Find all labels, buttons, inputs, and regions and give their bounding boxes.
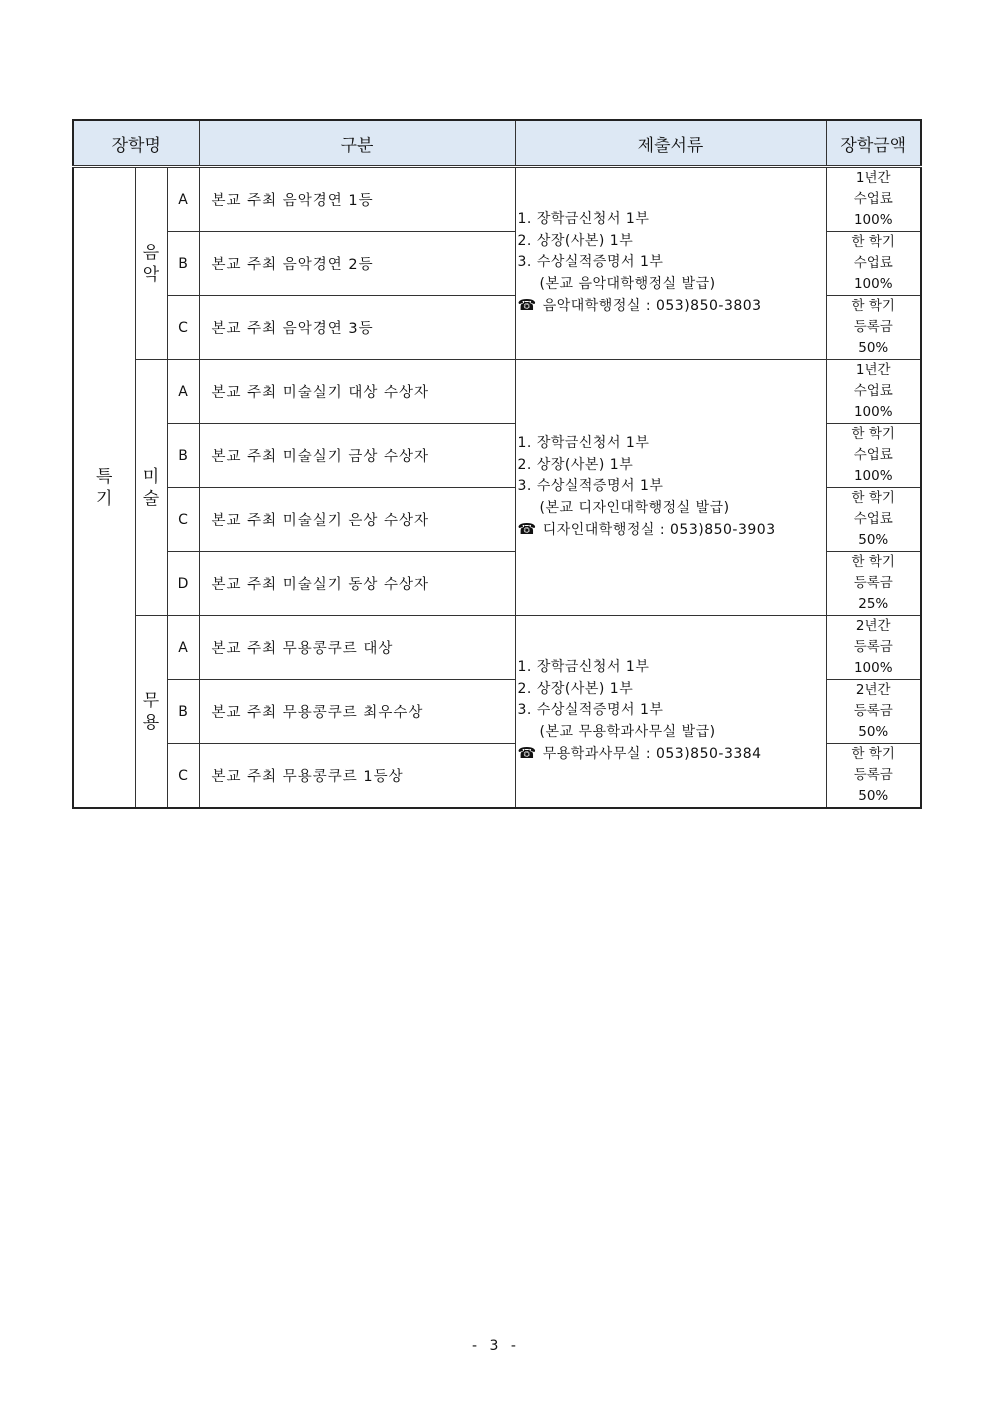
desc-cell: 본교 주최 미술실기 금상 수상자 <box>199 424 515 488</box>
desc-cell: 본교 주최 미술실기 동상 수상자 <box>199 552 515 616</box>
grade-cell: C <box>167 488 199 552</box>
amount-cell: 1년간 수업료 100% <box>826 167 921 232</box>
amount-cell: 한 학기 수업료 50% <box>826 488 921 552</box>
table-row <box>73 360 921 424</box>
table-row <box>73 167 921 232</box>
telephone-icon: ☎ <box>517 520 537 539</box>
header-category: 구분 <box>199 120 515 167</box>
telephone-icon: ☎ <box>517 744 537 763</box>
group-music: 음 악 <box>135 167 167 360</box>
docs-dance: 1. 장학금신청서 1부 2. 상장(사본) 1부 3. 수상실적증명서 1부 (본교 무용학과사무실 발급) ☎ 무용학과사무실 : 053)850-3384 <box>515 616 826 809</box>
desc-cell: 본교 주최 미술실기 은상 수상자 <box>199 488 515 552</box>
header-amount: 장학금액 <box>826 120 921 167</box>
grade-cell: B <box>167 232 199 296</box>
grade-cell: C <box>167 744 199 809</box>
grade-cell: A <box>167 616 199 680</box>
amount-cell: 한 학기 수업료 100% <box>826 424 921 488</box>
table-row <box>73 616 921 680</box>
docs-art: 1. 장학금신청서 1부 2. 상장(사본) 1부 3. 수상실적증명서 1부 (본교 디자인대학행정실 발급) ☎ 디자인대학행정실 : 053)850-3903 <box>515 360 826 616</box>
amount-cell: 1년간 수업료 100% <box>826 360 921 424</box>
grade-cell: B <box>167 424 199 488</box>
desc-cell: 본교 주최 음악경연 1등 <box>199 167 515 232</box>
grade-cell: A <box>167 360 199 424</box>
amount-cell: 2년간 등록금 50% <box>826 680 921 744</box>
desc-cell: 본교 주최 무용콩쿠르 최우수상 <box>199 680 515 744</box>
group-dance: 무 용 <box>135 616 167 809</box>
desc-cell: 본교 주최 음악경연 3등 <box>199 296 515 360</box>
telephone-icon: ☎ <box>517 296 537 315</box>
category-special: 특 기 <box>73 167 135 809</box>
header-row <box>73 120 921 167</box>
header-documents: 제출서류 <box>515 120 826 167</box>
grade-cell: A <box>167 167 199 232</box>
amount-cell: 2년간 등록금 100% <box>826 616 921 680</box>
desc-cell: 본교 주최 미술실기 대상 수상자 <box>199 360 515 424</box>
grade-cell: B <box>167 680 199 744</box>
amount-cell: 한 학기 등록금 25% <box>826 552 921 616</box>
group-art: 미 술 <box>135 360 167 616</box>
amount-cell: 한 학기 수업료 100% <box>826 232 921 296</box>
desc-cell: 본교 주최 무용콩쿠르 1등상 <box>199 744 515 809</box>
desc-cell: 본교 주최 음악경연 2등 <box>199 232 515 296</box>
amount-cell: 한 학기 등록금 50% <box>826 744 921 809</box>
scholarship-table <box>72 119 922 809</box>
desc-cell: 본교 주최 무용콩쿠르 대상 <box>199 616 515 680</box>
page-number: - 3 - <box>472 1338 520 1354</box>
grade-cell: D <box>167 552 199 616</box>
header-scholarship-name: 장학명 <box>73 120 199 167</box>
docs-music: 1. 장학금신청서 1부 2. 상장(사본) 1부 3. 수상실적증명서 1부 (본교 음악대학행정실 발급) ☎ 음악대학행정실 : 053)850-3803 <box>515 167 826 360</box>
grade-cell: C <box>167 296 199 360</box>
amount-cell: 한 학기 등록금 50% <box>826 296 921 360</box>
